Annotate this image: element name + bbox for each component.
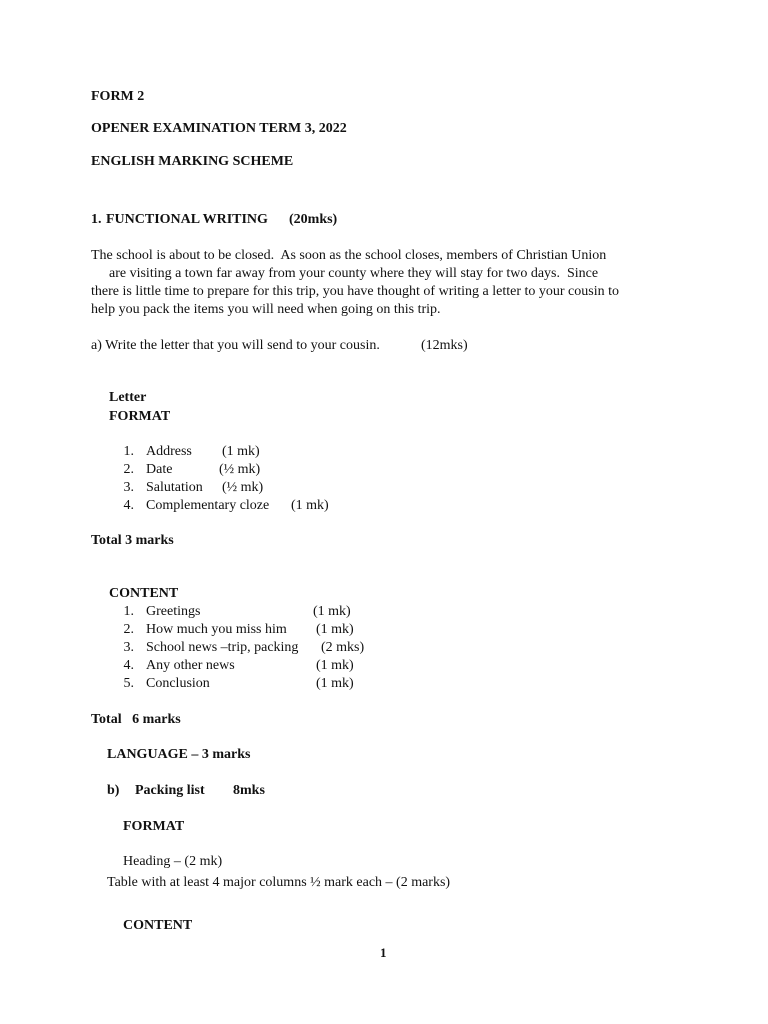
letter-label: Letter [109,390,147,405]
section-1-marks: (20mks) [289,212,338,227]
list-number: 2. [123,622,134,637]
list-number: 4. [123,658,134,673]
list-marks: (½ mk) [222,480,264,495]
letter-format-heading: FORMAT [109,409,171,424]
list-marks: (1 mk) [222,444,260,459]
packing-content-heading: CONTENT [123,918,193,933]
list-text: School news –trip, packing [146,640,299,655]
packing-list-title: Packing list [135,783,205,798]
list-number: 1. [123,604,134,619]
question-b-label: b) [107,783,120,798]
list-text: Conclusion [146,676,210,691]
list-marks: (1 mk) [291,498,329,513]
section-1-title: FUNCTIONAL WRITING [106,212,268,227]
list-number: 3. [123,480,134,495]
list-number: 4. [123,498,134,513]
packing-format-heading: FORMAT [123,819,185,834]
list-marks: (1 mk) [313,604,351,619]
question-paragraph-line: are visiting a town far away from your county where they will stay for two days. Since [109,266,599,281]
question-a-text: a) Write the letter that you will send to your cousin. [91,338,380,353]
list-number: 5. [123,676,134,691]
list-text: Address [146,444,192,459]
list-text: How much you miss him [146,622,287,637]
list-text: Complementary cloze [146,498,270,513]
list-text: Any other news [146,658,235,673]
list-text: Date [146,462,173,477]
list-number: 2. [123,462,134,477]
document-title: ENGLISH MARKING SCHEME [91,154,294,169]
list-marks: (1 mk) [316,622,354,637]
list-text: Greetings [146,604,201,619]
exam-title: OPENER EXAMINATION TERM 3, 2022 [91,121,347,136]
list-marks: (½ mk) [219,462,261,477]
list-text: Salutation [146,480,203,495]
list-marks: (1 mk) [316,658,354,673]
packing-heading-marks: Heading – (2 mk) [123,854,223,869]
question-a-marks: (12mks) [421,338,468,353]
list-number: 1. [123,444,134,459]
packing-table-marks: Table with at least 4 major columns ½ mark each – (2 marks) [107,875,451,890]
list-number: 3. [123,640,134,655]
language-marks: LANGUAGE – 3 marks [107,747,251,762]
question-paragraph-line: help you pack the items you will need when going on this trip. [91,302,441,317]
page-number: 1 [380,945,387,960]
list-marks: (2 mks) [321,640,365,655]
packing-list-marks: 8mks [233,783,265,798]
question-paragraph-line: The school is about to be closed. As soon as the school closes, members of Christian Union [91,248,607,263]
letter-content-heading: CONTENT [109,586,179,601]
question-paragraph-line: there is little time to prepare for this trip, you have thought of writing a letter to your cousin to [91,284,619,299]
list-marks: (1 mk) [316,676,354,691]
total-content-marks: Total 6 marks [91,712,181,727]
form-level: FORM 2 [91,89,145,104]
section-1-number: 1. [91,212,102,227]
total-format-marks: Total 3 marks [91,533,174,548]
